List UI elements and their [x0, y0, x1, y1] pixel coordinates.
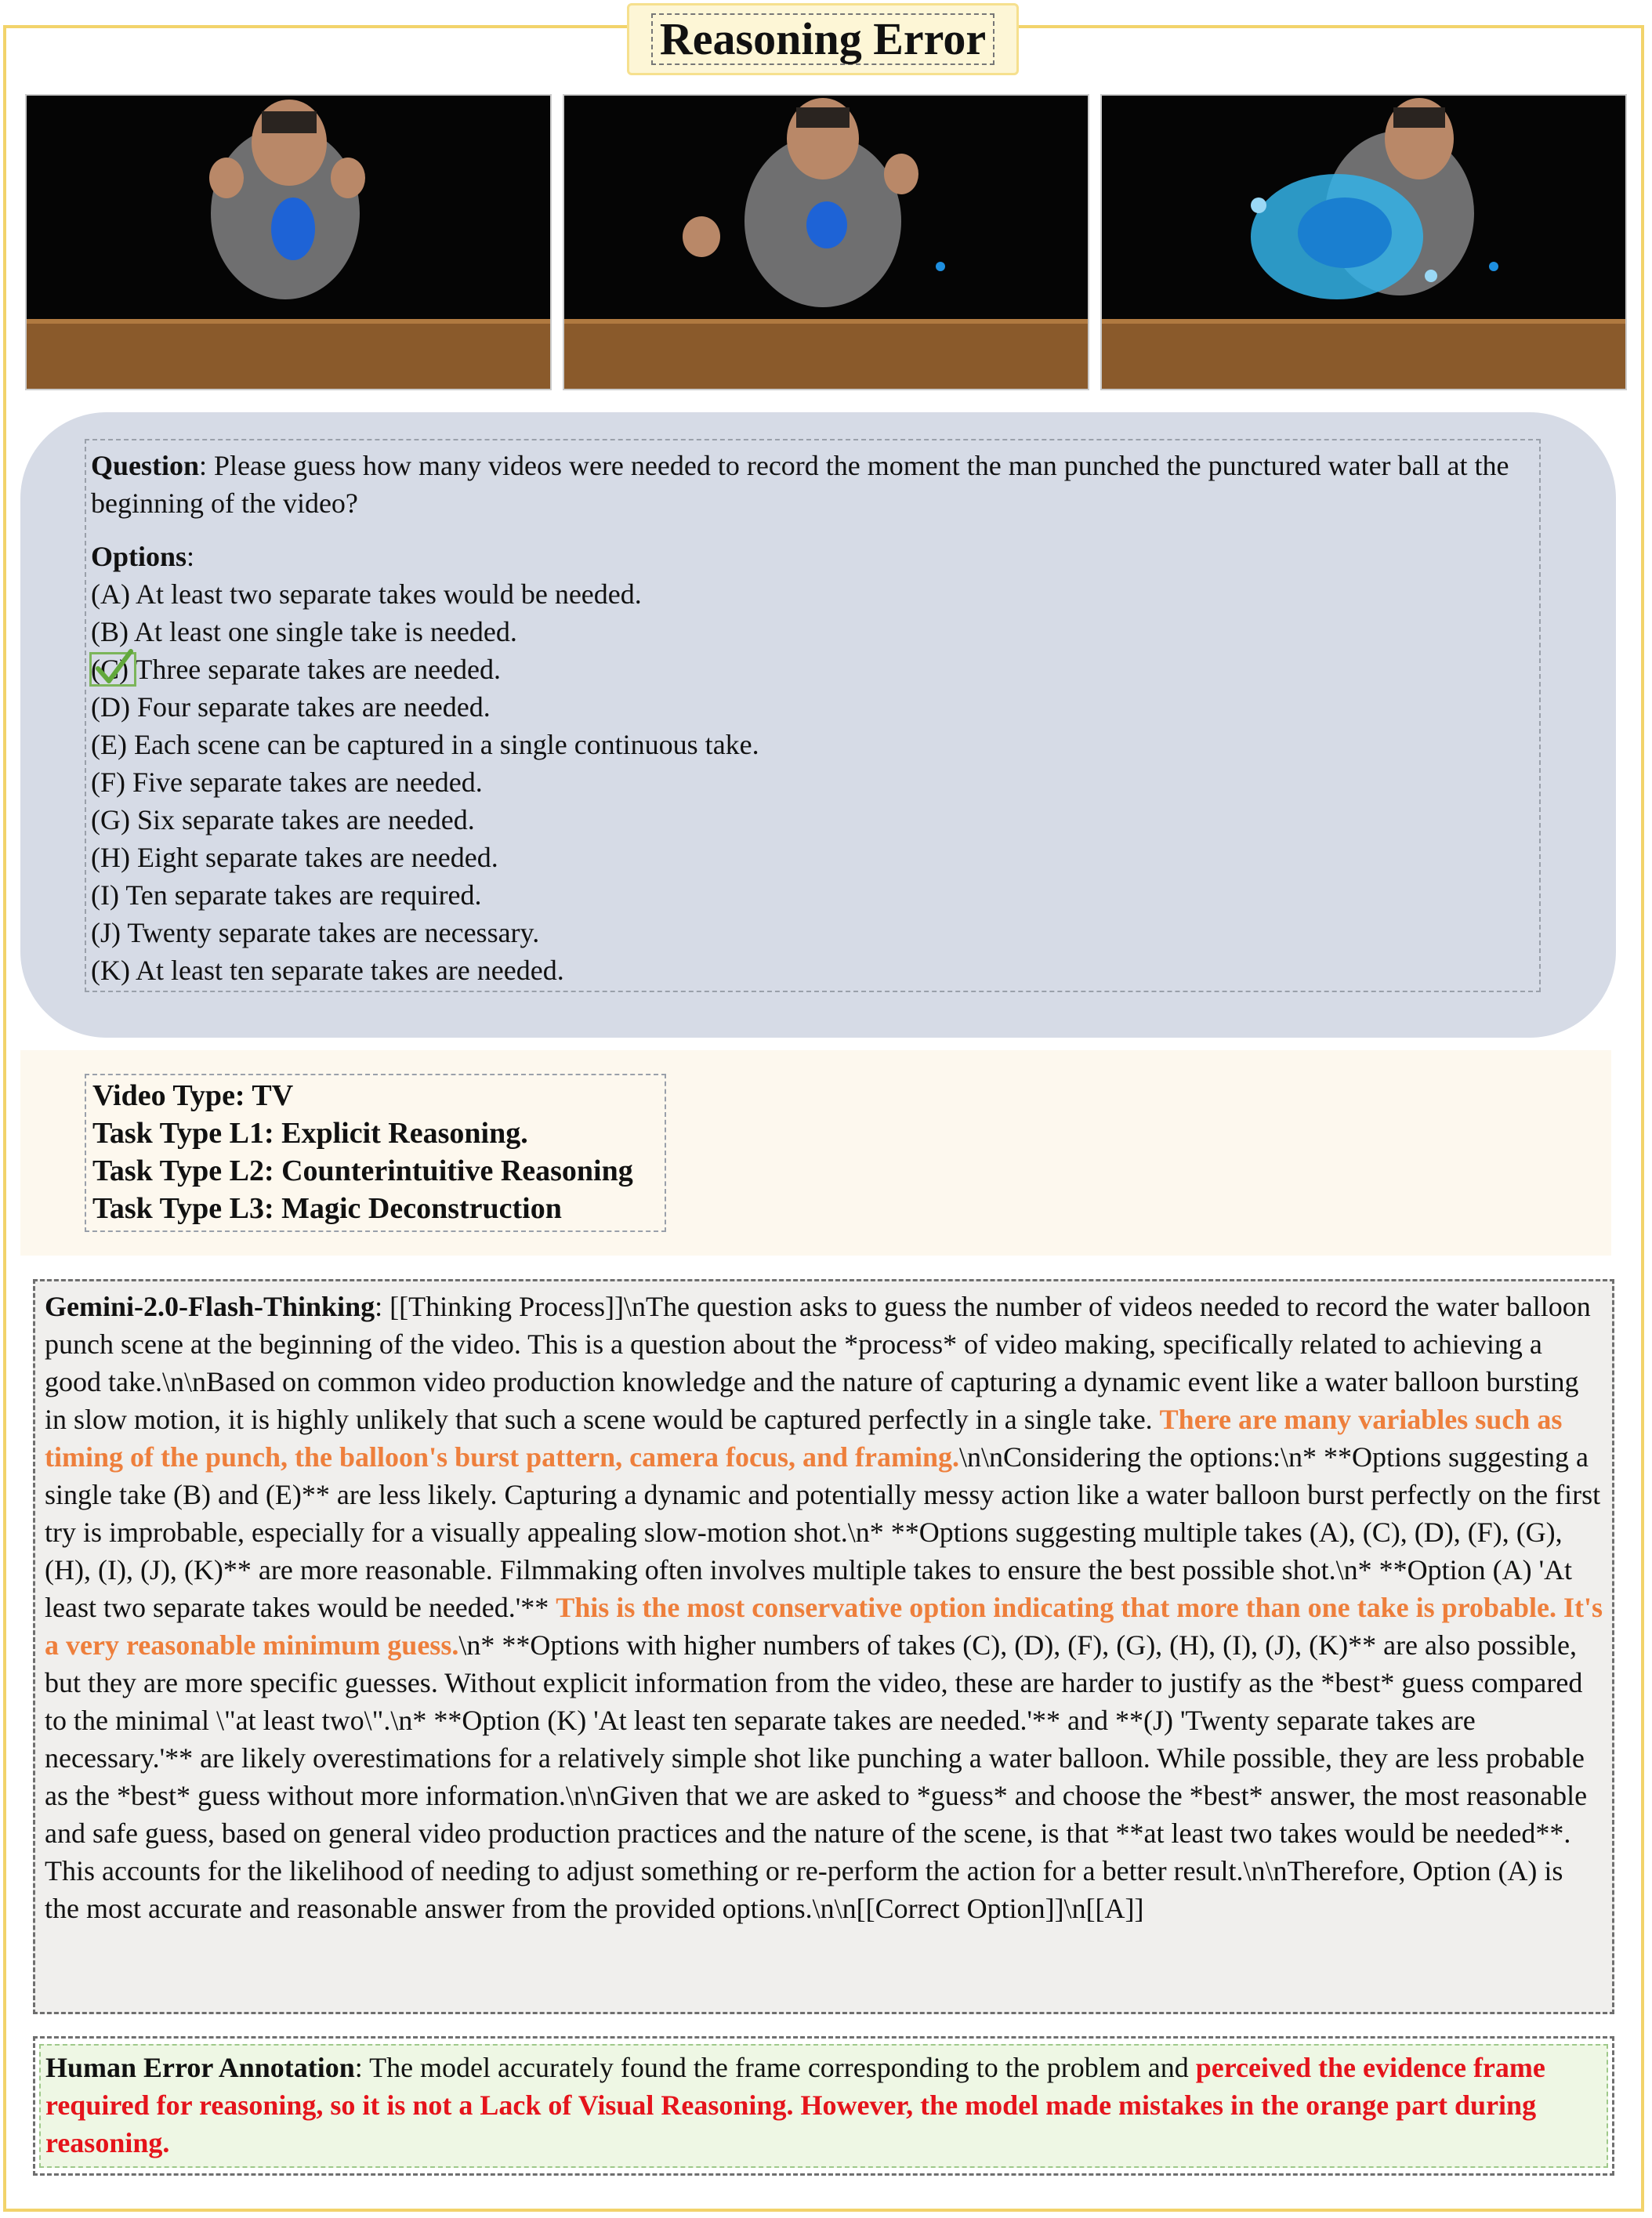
- question-box: [85, 439, 1541, 992]
- option-k: (K) At least ten separate takes are needed.: [91, 955, 564, 986]
- page-title: Reasoning Error: [651, 13, 994, 65]
- highlight-1: There are many variables such as timing of the punch, the balloon's burst pattern, camera focus, and framing.: [45, 1404, 1563, 1473]
- video-frame-2: [563, 94, 1089, 390]
- task-type-l2: Task Type L2: Counterintuitive Reasoning: [92, 1154, 633, 1187]
- options-heading: [91, 538, 1534, 575]
- question-label: Question: [91, 450, 200, 481]
- model-name: Gemini-2.0-Flash-Thinking: [45, 1291, 375, 1322]
- option-d: (D) Four separate takes are needed.: [91, 691, 491, 723]
- option-h: (H) Eight separate takes are needed.: [91, 842, 498, 873]
- video-frame-1: [25, 94, 552, 390]
- human-text: : The model accurately found the frame corresponding to the problem and: [354, 2052, 1196, 2083]
- task-type-l1: Task Type L1: Explicit Reasoning.: [92, 1117, 528, 1150]
- human-label: Human Error Annotation: [45, 2052, 355, 2083]
- human-annotation: [39, 2044, 1608, 2168]
- option-f: (F) Five separate takes are needed.: [91, 767, 483, 798]
- option-c: (C) Three separate takes are needed.: [91, 654, 502, 685]
- highlight-2: This is the most conservative option indicating that more than one take is probable. It's a very reasonable minimum guess.: [45, 1592, 1603, 1661]
- option-e: (E) Each scene can be captured in a single continuous take.: [91, 729, 759, 760]
- video-type: Video Type: TV: [92, 1079, 294, 1112]
- options-label: Options: [91, 541, 187, 572]
- model-text-2: \n\nConsidering the options:\n* **Options suggesting a single take (B) and (E)** are less likely. Capturing a dynamic and potentially messy action like a water balloon burst perfectly on the first try is improbable, especially for a visually appealing slow-motion shot.\n* **Options suggesting multiple takes (A), (C), (D), (F), (G), (H), (I), (J), (K)** are more reasonable. Filmmaking often involves multiple takes to ensure the best possible shot.\n* **Option (A) 'At least two separate takes would be needed.'**: [45, 1441, 1601, 1623]
- question-body: : Please guess how many videos were needed to record the moment the man punched the punctured water ball at the beginning of the video?: [91, 450, 1509, 519]
- option-g: (G) Six separate takes are needed.: [91, 804, 475, 835]
- human-highlight: perceived the evidence frame required for reasoning, so it is not a Lack of Visual Reasoning. However, the model made mistakes in the orange part during reasoning.: [45, 2052, 1545, 2158]
- correct-check-icon: [89, 652, 136, 687]
- option-j: (J) Twenty separate takes are necessary.: [91, 917, 540, 948]
- model-response: [33, 1279, 1614, 2014]
- task-type-box: [85, 1074, 666, 1232]
- model-text-1: : [[Thinking Process]]\nThe question asks to guess the number of videos needed to record the water balloon punch scene at the beginning of the video. This is a question about the *process* of video making, specifically related to achieving a good take.\n\nBased on common video production knowledge and the nature of capturing a dynamic event like a water balloon bursting in slow motion, it is highly unlikely that such a scene would be captured perfectly in a single take.: [45, 1291, 1591, 1435]
- title-banner: [627, 3, 1019, 75]
- options-colon: :: [187, 541, 195, 572]
- video-frame-3: [1100, 94, 1627, 390]
- option-i: (I) Ten separate takes are required.: [91, 879, 482, 911]
- task-type-l3: Task Type L3: Magic Deconstruction: [92, 1192, 562, 1225]
- option-c-row: [91, 651, 1534, 688]
- option-b: (B) At least one single take is needed.: [91, 616, 517, 647]
- model-text-3: \n* **Options with higher numbers of takes (C), (D), (F), (G), (H), (I), (J), (K)** are also possible, but they are more specific guesses. Without explicit information from the video, these are harder to justify as the *best* guess compared to the minimal \"at least two\".\n* **Option (K) 'At least ten separate takes are needed.'** and **(J) 'Twenty separate takes are necessary.'** are likely overestimations for a relatively simple shot like punching a water balloon. While possible, they are less probable as the *best* guess without more information.\n\nGiven that we are asked to *guess* and choose the *best* answer, the most reasonable and safe guess, based on general video production practices and the nature of the scene, is that **at least two takes would be needed**. This accounts for the likelihood of needing to adjust something or re-perform the action for a better result.\n\nTherefore, Option (A) is the most accurate and reasonable answer from the provided options.\n\n[[Correct Option]]\n[[A]]: [45, 1629, 1588, 1924]
- question-text: [91, 447, 1534, 522]
- option-a: (A) At least two separate takes would be needed.: [91, 578, 642, 610]
